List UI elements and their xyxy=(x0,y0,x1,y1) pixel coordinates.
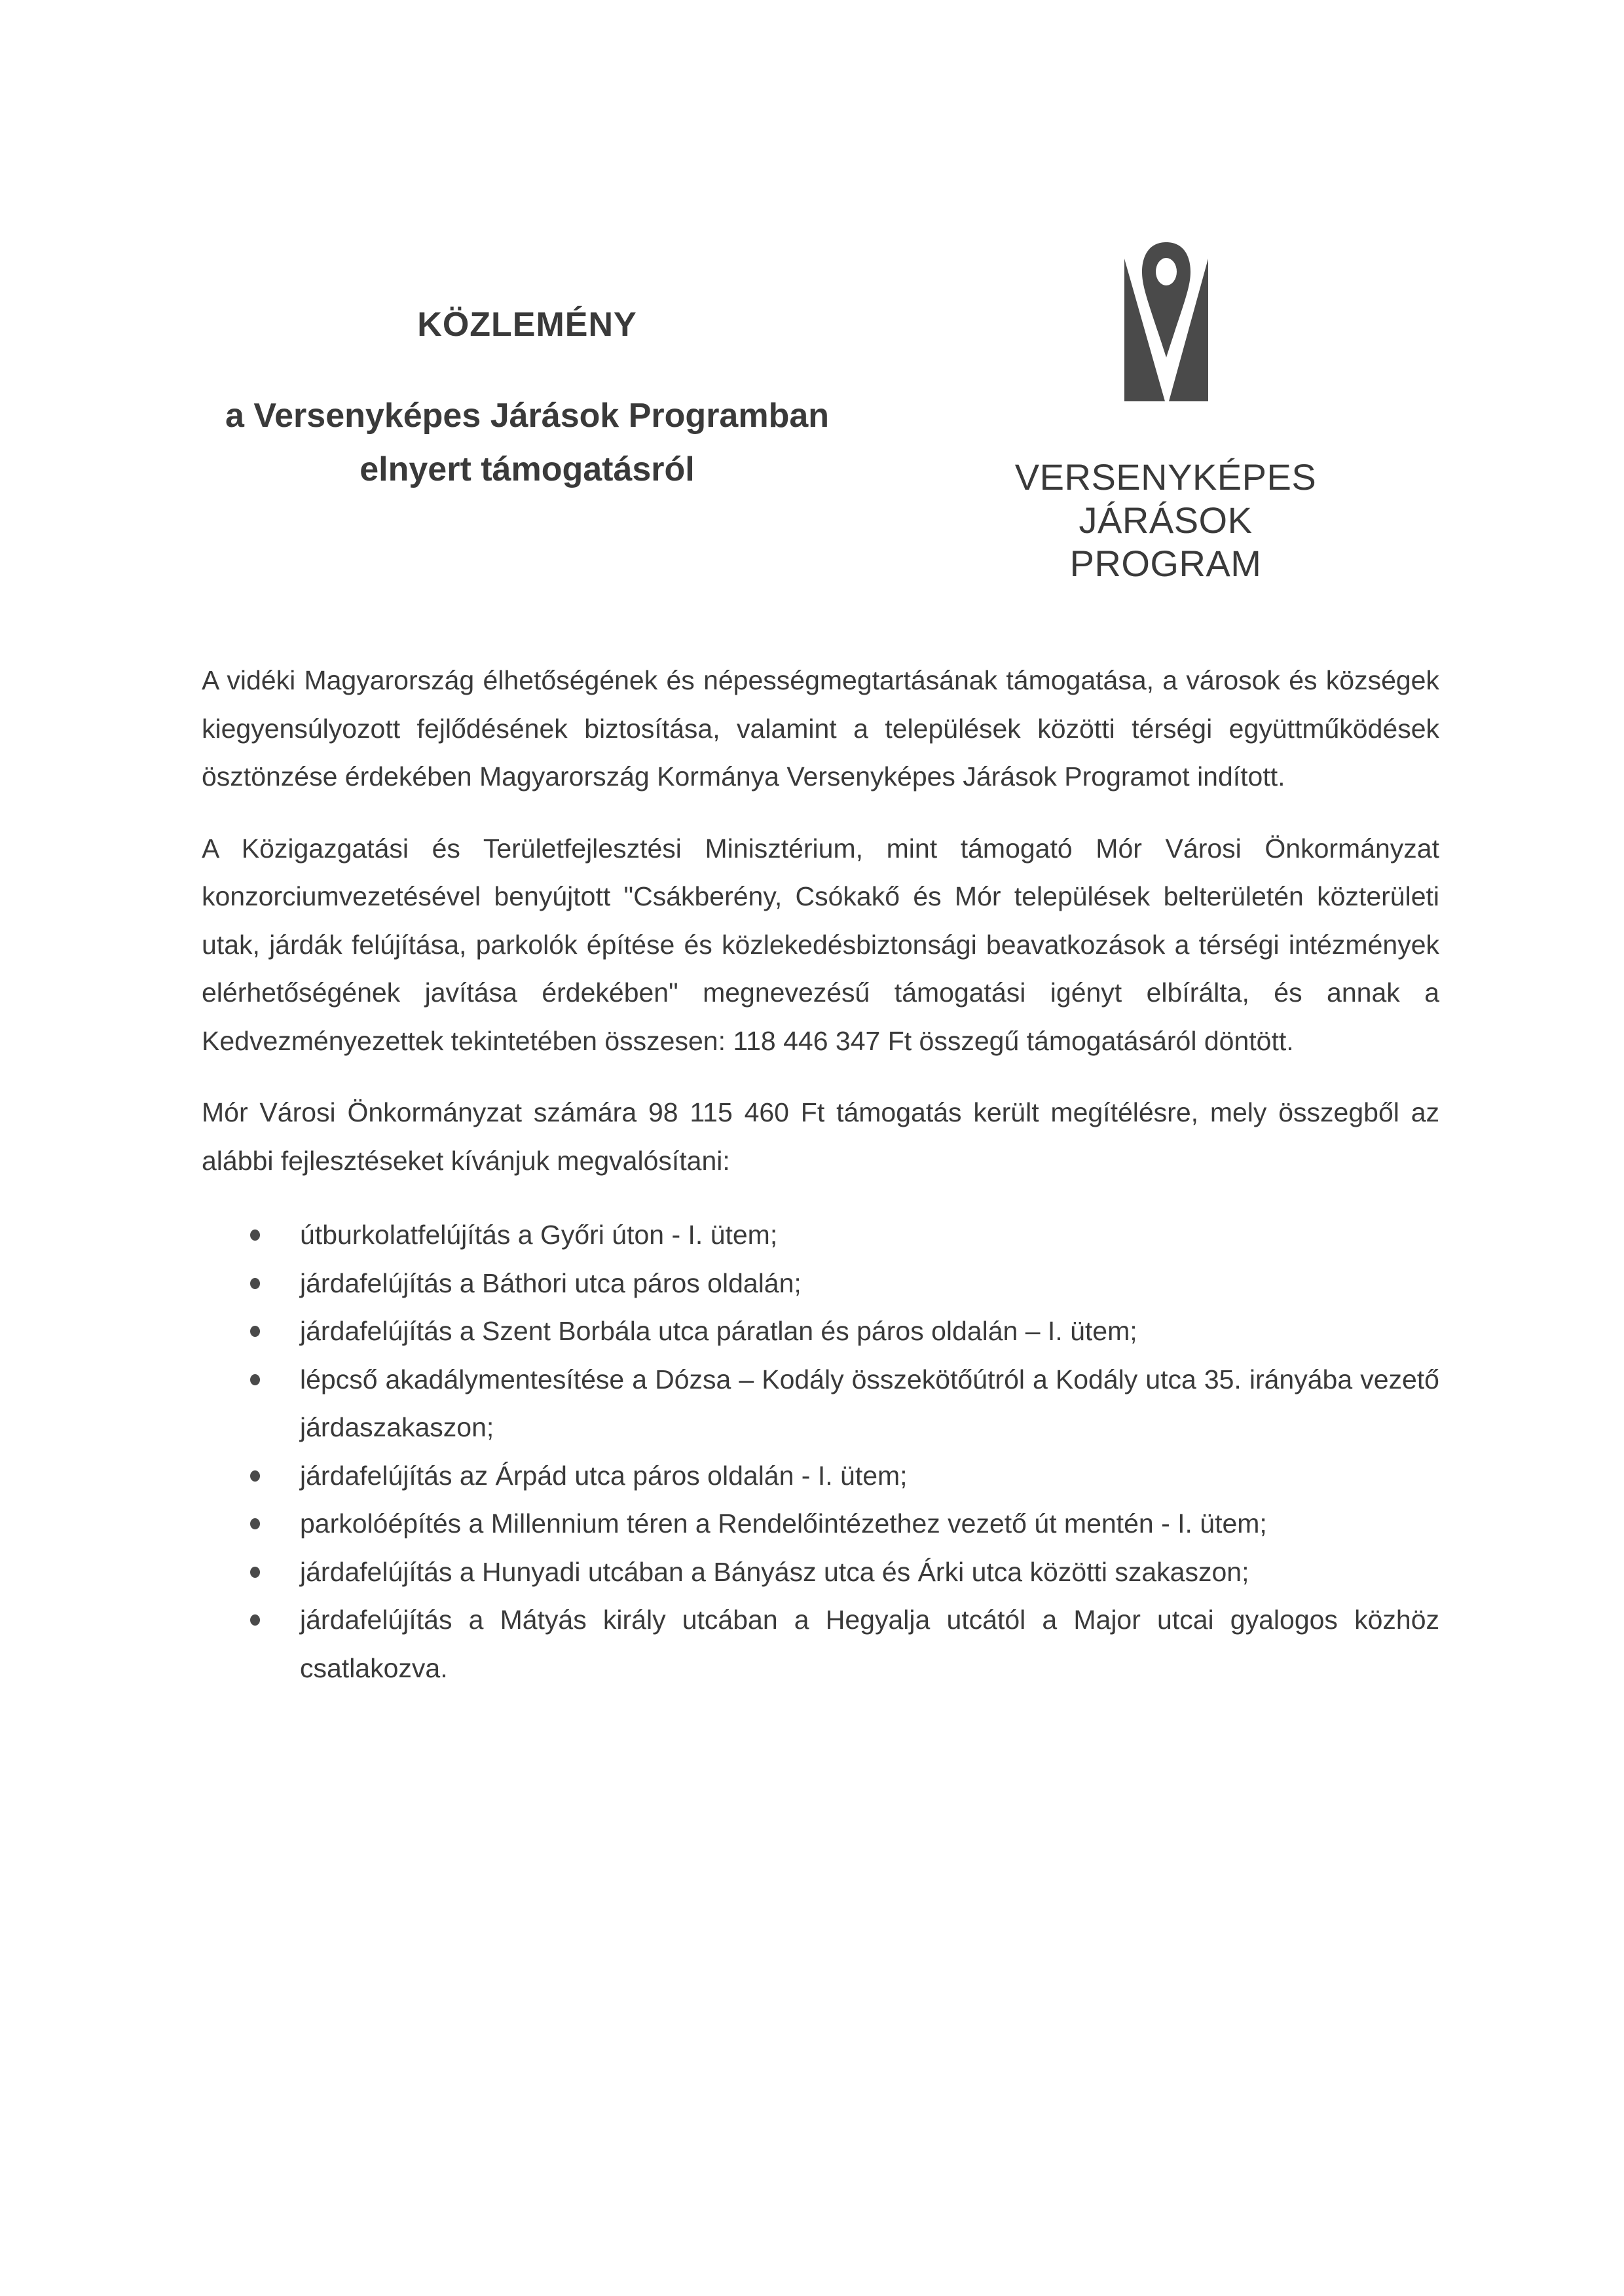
list-item-text: útburkolatfelújítás a Győri úton - I. ütem; xyxy=(300,1220,778,1250)
document-subtitle xyxy=(183,389,871,496)
list-item-text: járdafelújítás a Báthori utca páros oldalán; xyxy=(300,1267,802,1298)
bullet-icon xyxy=(250,1278,260,1289)
title-block xyxy=(183,308,871,496)
bullet-icon xyxy=(250,1230,260,1241)
list-item xyxy=(202,1452,1439,1501)
list-item xyxy=(202,1260,1439,1308)
bullet-icon xyxy=(250,1374,260,1385)
document-title: KÖZLEMÉNY xyxy=(417,306,637,344)
paragraph-decision: A Közigazgatási és Területfejlesztési Minisztérium, mint támogató Mór Városi Önkormányzat konzorciumvezetésével benyújtott "Csákberény, Csókakő és Mór települések belterületén közterületi utak, járdák felújítása, parkolók építése és közlekedésbiztonsági beavatkozások a térségi intézmények elérhetőségének javítása érdekében" megnevezésű támogatási igényt elbírálta, és annak a Kedvezményezettek tekintetében összesen: 118 446 347 Ft összegű támogatásáról döntött. xyxy=(202,833,1439,1056)
list-item-text: lépcső akadálymentesítése a Dózsa – Kodály összekötőútról a Kodály utca 35. irányába vezető járdaszakaszon; xyxy=(300,1364,1439,1442)
list-item-text: járdafelújítás az Árpád utca páros oldalán - I. ütem; xyxy=(300,1460,908,1491)
paragraph-allocation: Mór Városi Önkormányzat számára 98 115 460 Ft támogatás került megítélésre, mely összegből az alábbi fejlesztéseket kívánjuk megvalósítani: xyxy=(202,1097,1439,1176)
bullet-icon xyxy=(250,1470,260,1482)
subtitle-line-1: a Versenyképes Járások Programban xyxy=(225,397,830,435)
document-body xyxy=(202,657,1439,1692)
logo-text-line-2: PROGRAM xyxy=(1069,543,1262,584)
list-item xyxy=(202,1356,1439,1452)
bullet-icon xyxy=(250,1614,260,1626)
logo-text-line-1: VERSENYKÉPES JÁRÁSOK xyxy=(1014,456,1317,541)
list-item-text: járdafelújítás a Mátyás király utcában a Hegyalja utcától a Major utcai gyalogos közhöz csatlakozva. xyxy=(300,1605,1439,1683)
bullet-icon xyxy=(250,1326,260,1337)
program-logo xyxy=(930,242,1401,584)
list-item xyxy=(202,1548,1439,1597)
map-pin-v-icon xyxy=(1124,242,1208,419)
list-item-text: parkolóépítés a Millennium téren a Rendelőintézethez vezető út mentén - I. ütem; xyxy=(300,1508,1267,1539)
list-item-text: járdafelújítás a Hunyadi utcában a Bányász utca és Árki utca közötti szakaszon; xyxy=(300,1556,1249,1587)
bullet-icon xyxy=(250,1518,260,1529)
list-item xyxy=(202,1211,1439,1260)
bullet-icon xyxy=(250,1567,260,1578)
list-item xyxy=(202,1307,1439,1356)
list-item-text: járdafelújítás a Szent Borbála utca páratlan és páros oldalán – I. ütem; xyxy=(300,1316,1137,1346)
paragraph-intro: A vidéki Magyarország élhetőségének és népességmegtartásának támogatása, a városok és községek kiegyensúlyozott fejlődésének biztosítása, valamint a települések közötti térségi együttműködések ösztönzése érdekében Magyarország Kormánya Versenyképes Járások Programot indított. xyxy=(202,665,1439,792)
list-item xyxy=(202,1596,1439,1692)
list-item xyxy=(202,1500,1439,1548)
development-list xyxy=(202,1211,1439,1692)
subtitle-line-2: elnyert támogatásról xyxy=(360,450,695,488)
logo-text xyxy=(930,456,1401,585)
